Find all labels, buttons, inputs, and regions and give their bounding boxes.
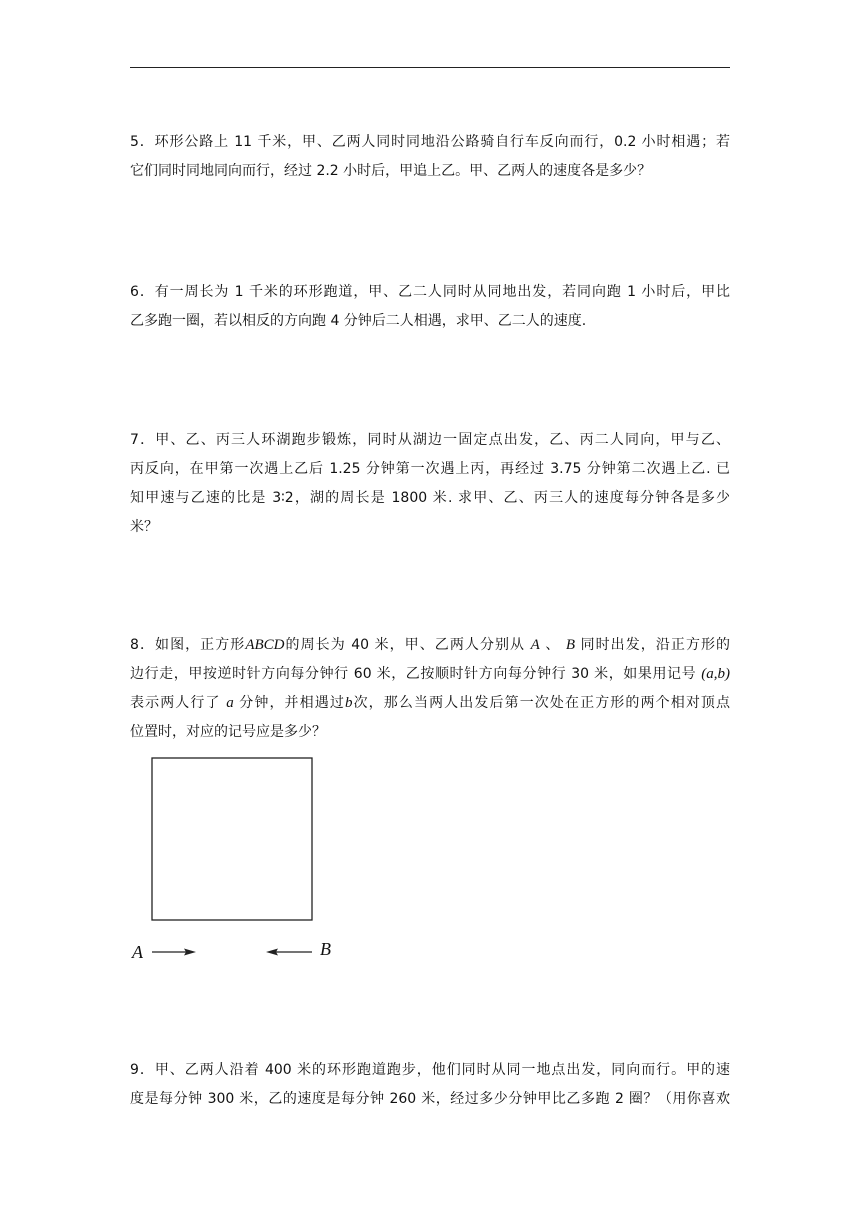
var-a: a [226,695,234,711]
problem-9-line-1: 9．甲、乙两人沿着 400 米的环形跑道跑步，他们同时从同一地点出发，同向而行。甲的速 [130,1062,730,1078]
problem-5-line-1: 5．环形公路上 11 千米，甲、乙两人同时同地沿公路骑自行车反向而行，0.2 小时相遇；若 [130,134,730,150]
problem-8-text: 、 [545,637,561,653]
problem-8-line-4: 位置时，对应的记号应是多少？ [130,724,326,740]
problem-8-text: 表示两人行了 [130,695,221,711]
point-b-ref: B [565,637,576,653]
notation-pair: (a,b) [701,666,730,682]
var-b: b [344,695,353,711]
point-a-label: A [132,942,143,962]
square-diagram [130,755,350,970]
problem-8-text: 边行走，甲按逆时针方向每分钟行 60 米，乙按顺时针方向每分钟行 30 米，如果用记号 [130,666,697,682]
problem-8-line-1 [130,635,730,655]
problem-8-text: 次，那么当两人出发后第一次处在正方形的两个相对顶点 [352,695,731,711]
problem-5-line-2: 它们同时同地同向而行，经过 2.2 小时后，甲追上乙。甲、乙两人的速度各是多少？ [130,163,652,179]
problem-7-line-3: 知甲速与乙速的比是 3∶2，湖的周长是 1800 米. 求甲、乙、丙三人的速度每分钟各是多少 [130,490,730,506]
header-rule [130,67,730,68]
problem-6-line-1: 6．有一周长为 1 千米的环形跑道，甲、乙二人同时从同地出发，若同向跑 1 小时后，甲比 [130,284,730,300]
problem-8-line-3 [130,693,730,713]
point-b-label: B [320,939,331,959]
point-a-ref: A [530,637,540,653]
square-figure [130,755,350,970]
problem-8-text: 同时出发，沿正方形的 [580,637,731,653]
problem-7-line-2: 丙反向，在甲第一次遇上乙后 1.25 分钟第一次遇上丙，再经过 3.75 分钟第二次遇上乙. 已 [130,461,730,477]
problem-8-text: 分钟，并相遇过 [239,695,345,711]
problem-6-line-2: 乙多跑一圈，若以相反的方向跑 4 分钟后二人相遇，求甲、乙二人的速度. [130,313,587,329]
problem-7-line-1: 7．甲、乙、丙三人环湖跑步锻炼，同时从湖边一固定点出发，乙、丙二人同向，甲与乙、 [130,432,730,448]
problem-9-line-2: 度是每分钟 300 米，乙的速度是每分钟 260 米，经过多少分钟甲比乙多跑 2 圈？（用你喜欢 [130,1091,730,1107]
square-name: ABCD [245,637,285,653]
problem-8-text: 的周长为 40 米，甲、乙两人分别从 [284,637,526,653]
problem-8-text: 8．如图，正方形 [130,637,246,653]
square-outline [152,758,312,920]
problem-8-line-2 [130,664,730,684]
problem-7-line-4: 米？ [130,519,158,535]
